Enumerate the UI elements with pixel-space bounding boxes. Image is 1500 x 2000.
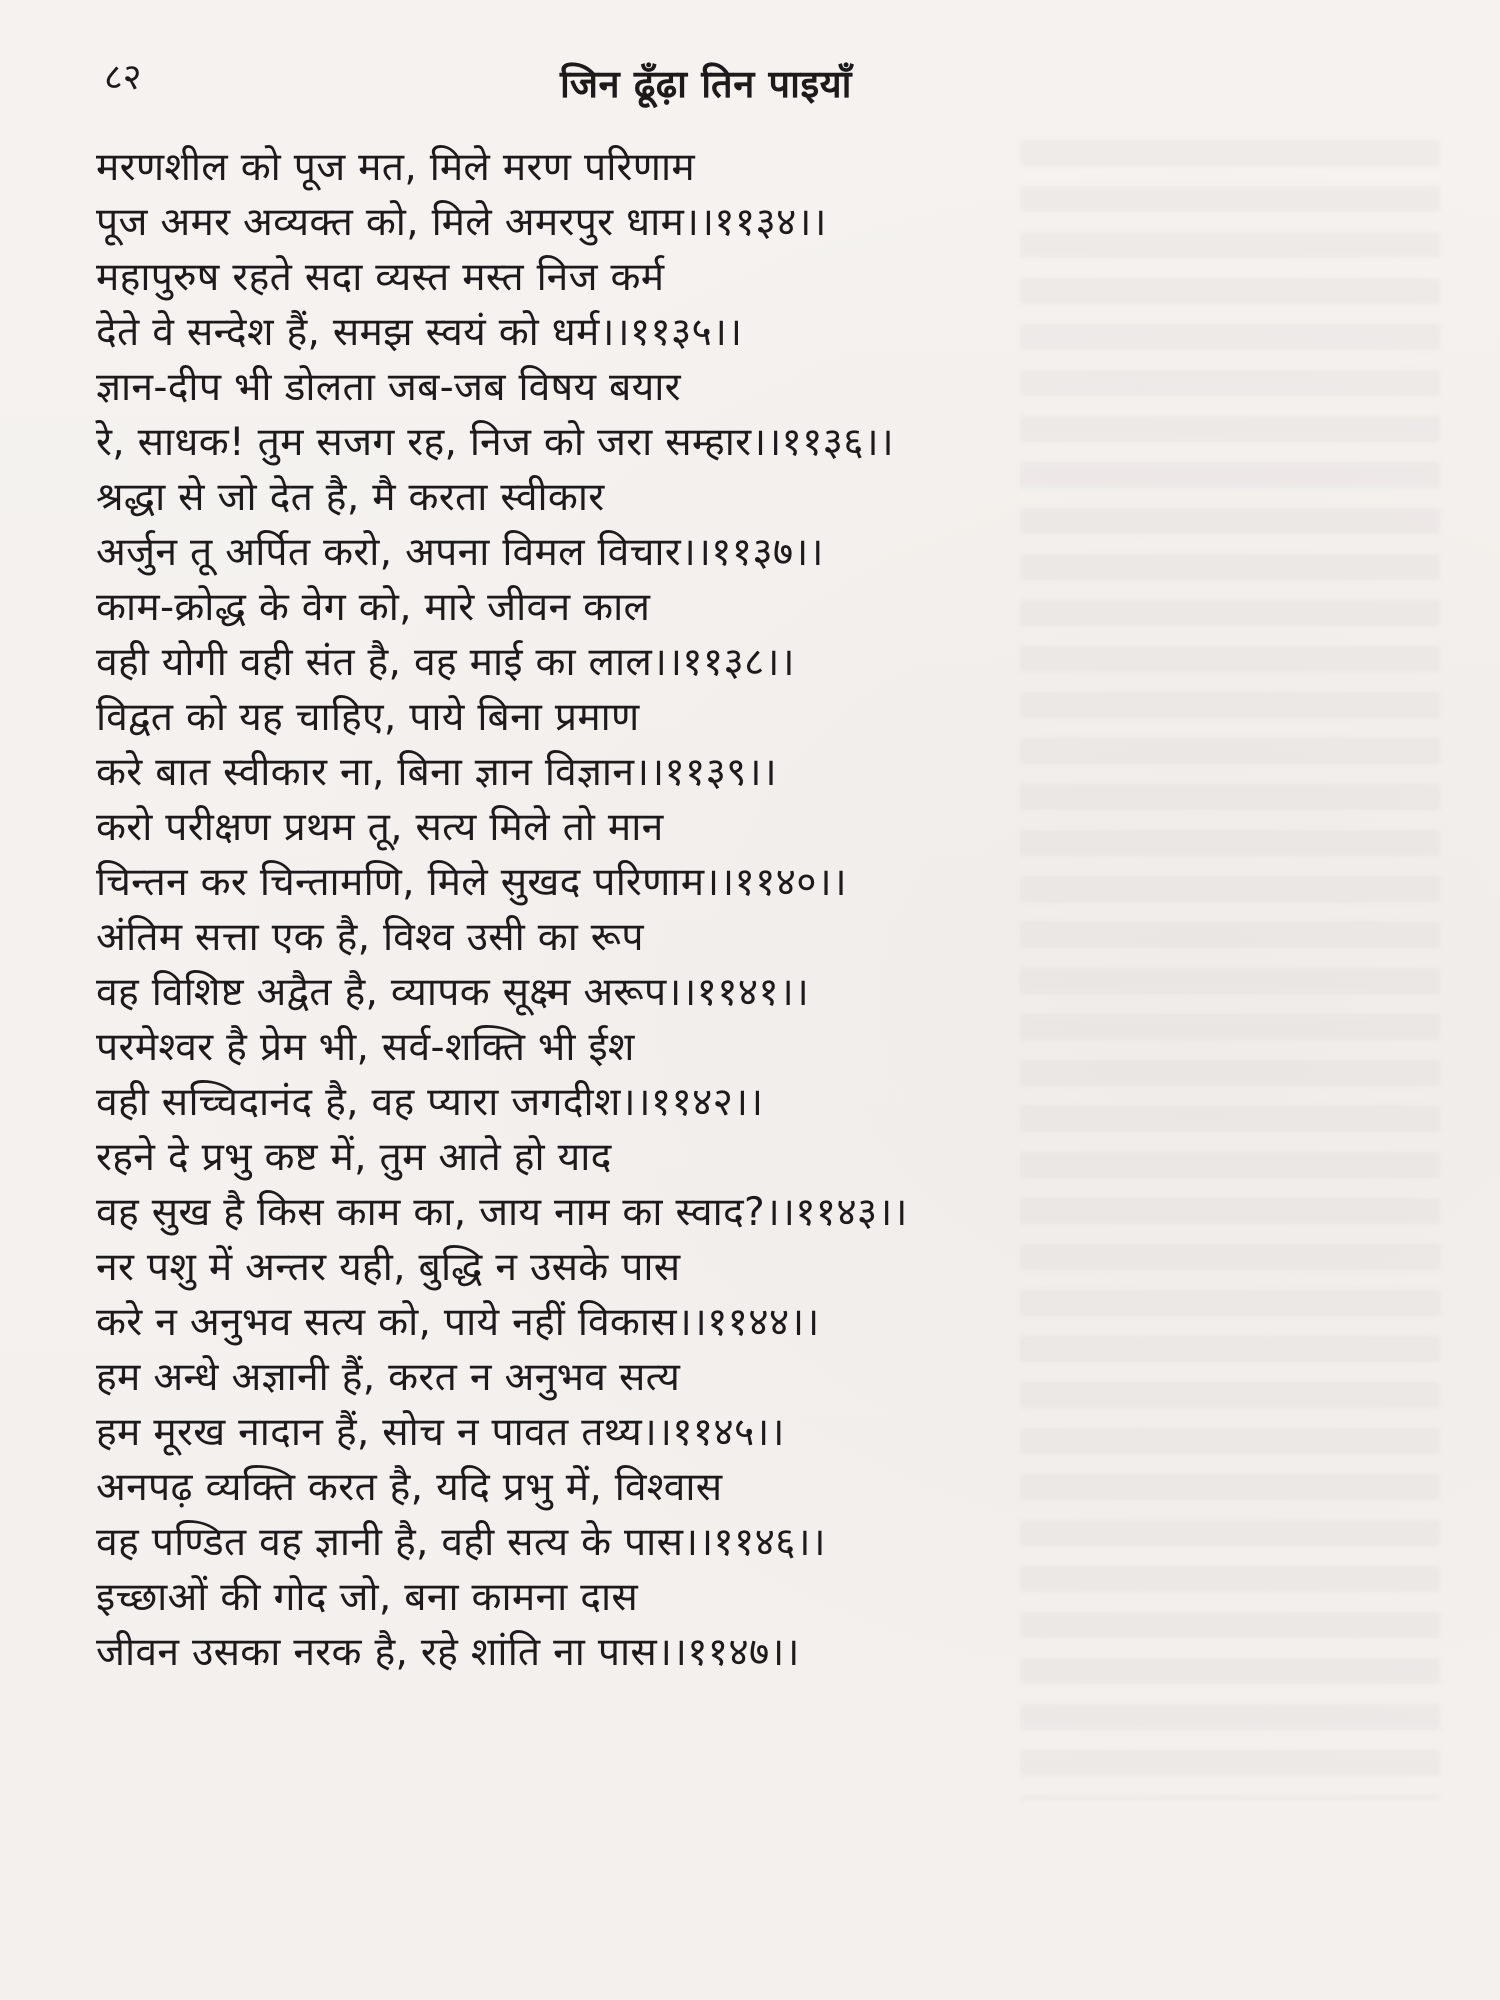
verse-line-1: महापुरुष रहते सदा व्यस्त मस्त निज कर्म (96, 255, 665, 300)
verse-1136 (96, 360, 1396, 470)
verse-line-2: करे बात स्वीकार ना, बिना ज्ञान विज्ञान।।११३९।। (96, 750, 777, 795)
verse-line-1: विद्वत को यह चाहिए, पाये बिना प्रमाण (96, 695, 640, 740)
verse-line-1: अनपढ़ व्यक्ति करत है, यदि प्रभु में, विश्वास (96, 1465, 723, 1510)
verse-line-2: जीवन उसका नरक है, रहे शांति ना पास।।११४७।। (96, 1630, 800, 1675)
verse-line-1: हम अन्धे अज्ञानी हैं, करत न अनुभव सत्य (96, 1355, 681, 1400)
verse-line-1: रहने दे प्रभु कष्ट में, तुम आते हो याद (96, 1135, 612, 1180)
verse-1142 (96, 1020, 1396, 1130)
verse-line-2: वह पण्डित वह ज्ञानी है, वही सत्य के पास।।११४६।। (96, 1520, 826, 1565)
verse-1139 (96, 690, 1396, 800)
verse-1143 (96, 1130, 1396, 1240)
verse-line-2: हम मूरख नादान हैं, सोच न पावत तथ्य।।११४५।। (96, 1410, 785, 1455)
page-number: ८२ (104, 57, 142, 98)
verse-line-1: अंतिम सत्ता एक है, विश्व उसी का रूप (96, 915, 644, 960)
verse-1135 (96, 250, 1396, 360)
verse-line-1: इच्छाओं की गोद जो, बना कामना दास (96, 1575, 639, 1620)
verse-1137 (96, 470, 1396, 580)
verse-line-2: वह विशिष्ट अद्वैत है, व्यापक सूक्ष्म अरूप।।११४१।। (96, 970, 810, 1015)
verse-1146 (96, 1460, 1396, 1570)
verse-line-1: ज्ञान-दीप भी डोलता जब-जब विषय बयार (96, 365, 681, 410)
verse-line-2: चिन्तन कर चिन्तामणि, मिले सुखद परिणाम।।११४०।। (96, 860, 847, 905)
verse-line-2: करे न अनुभव सत्य को, पाये नहीं विकास।।११४४।। (96, 1300, 820, 1345)
verse-line-2: वही योगी वही संत है, वह माई का लाल।।११३८।। (96, 640, 795, 685)
verse-1140 (96, 800, 1396, 910)
verse-line-2: रे, साधक! तुम सजग रह, निज को जरा सम्हार।।११३६।। (96, 420, 895, 465)
verse-line-1: करो परीक्षण प्रथम तू, सत्य मिले तो मान (96, 805, 664, 850)
verse-line-2: वह सुख है किस काम का, जाय नाम का स्वाद?।।११४३।। (96, 1190, 908, 1235)
verse-line-2: वही सच्चिदानंद है, वह प्यारा जगदीश।।११४२।। (96, 1080, 764, 1125)
verse-line-2: पूज अमर अव्यक्त को, मिले अमरपुर धाम।।११३४।। (96, 200, 827, 245)
verse-1138 (96, 580, 1396, 690)
verse-list (96, 140, 1396, 1680)
verse-line-1: नर पशु में अन्तर यही, बुद्धि न उसके पास (96, 1245, 681, 1290)
verse-1147 (96, 1570, 1396, 1680)
verse-1144 (96, 1240, 1396, 1350)
verse-line-1: मरणशील को पूज मत, मिले मरण परिणाम (96, 145, 695, 190)
verse-line-2: अर्जुन तू अर्पित करो, अपना विमल विचार।।११३७।। (96, 530, 824, 575)
verse-1134 (96, 140, 1396, 250)
verse-line-1: श्रद्धा से जो देत है, मै करता स्वीकार (96, 475, 605, 520)
running-title: जिन ढूँढ़ा तिन पाइयाँ (560, 62, 853, 106)
verse-1141 (96, 910, 1396, 1020)
verse-line-2: देते वे सन्देश हैं, समझ स्वयं को धर्म।।११३५।। (96, 310, 743, 355)
verse-1145 (96, 1350, 1396, 1460)
verse-line-1: काम-क्रोद्ध के वेग को, मारे जीवन काल (96, 585, 651, 630)
verse-line-1: परमेश्वर है प्रेम भी, सर्व-शक्ति भी ईश (96, 1025, 635, 1070)
